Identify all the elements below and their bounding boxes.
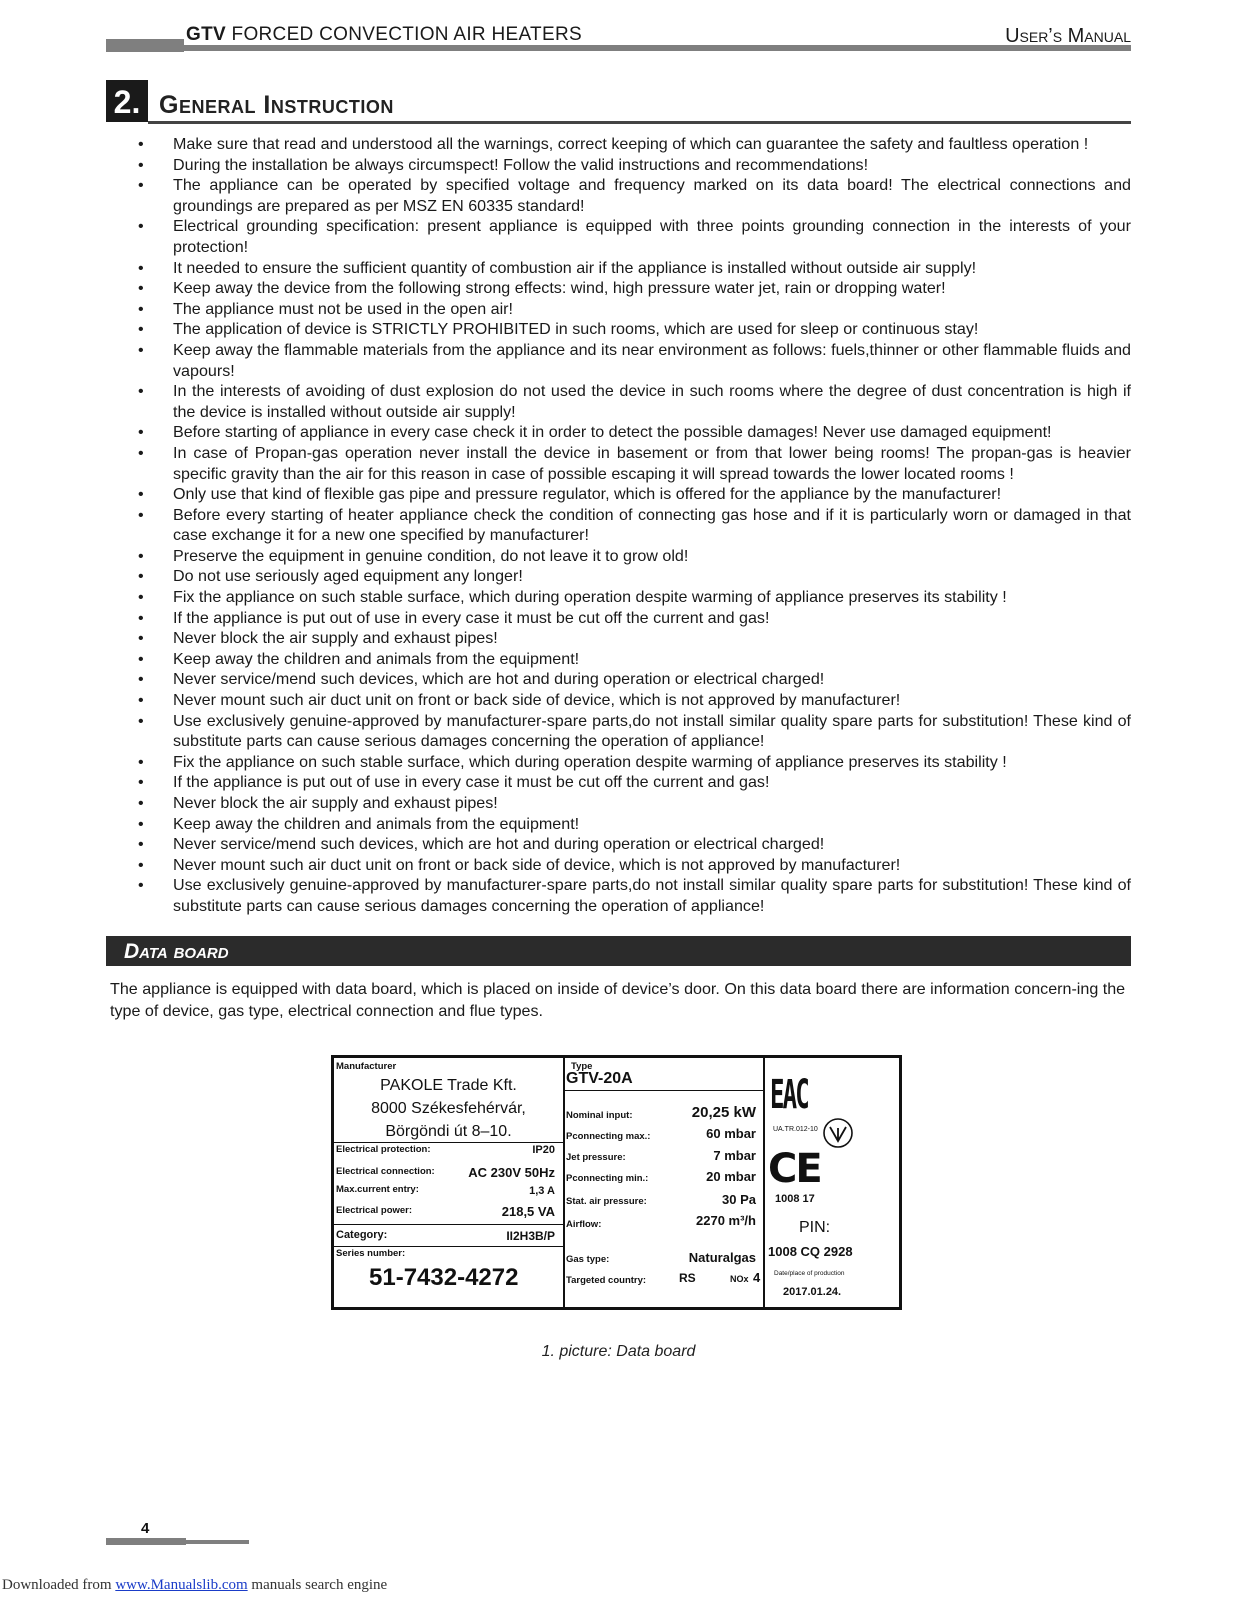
list-item bbox=[140, 422, 1131, 443]
bullet-icon: • bbox=[138, 835, 144, 854]
plate-rule bbox=[334, 1246, 563, 1247]
bullet-icon: • bbox=[138, 855, 144, 874]
list-item bbox=[140, 258, 1131, 279]
list-item bbox=[140, 278, 1131, 299]
list-item bbox=[140, 381, 1131, 422]
nominal-label: Nominal input: bbox=[566, 1110, 633, 1121]
list-item-text: In the interests of avoiding of dust explosion do not used the device in such rooms where the degree of dust concentration is high if the device is installed without outside air supply! bbox=[173, 382, 1131, 421]
gas-type-label: Gas type: bbox=[566, 1254, 610, 1265]
header-bar-thick bbox=[106, 39, 184, 52]
list-item bbox=[140, 628, 1131, 649]
footer-bar-thin bbox=[186, 1540, 249, 1544]
pconn-max-label: Pconnecting max.: bbox=[566, 1131, 651, 1142]
list-item bbox=[140, 752, 1131, 773]
page-number: 4 bbox=[141, 1520, 150, 1537]
pin-label: PIN: bbox=[799, 1219, 831, 1236]
databoard-description: The appliance is equipped with data board, which is placed on inside of device’s door. On this data board there are information concern-ing the type of device, gas type, electrical connection and flue types. bbox=[110, 980, 1126, 1020]
list-item-text: Before starting of appliance in every case check it in order to detect the possible damages! Never use damaged equipment! bbox=[173, 423, 1052, 442]
data-plate bbox=[331, 1055, 902, 1310]
instruction-list bbox=[140, 134, 1131, 917]
list-item bbox=[140, 772, 1131, 793]
gas-type-value: Naturalgas bbox=[688, 1250, 756, 1265]
plate-divider-left bbox=[563, 1058, 565, 1307]
databoard-heading: Data board bbox=[124, 940, 229, 963]
list-item-text: It needed to ensure the sufficient quantity of combustion air if the appliance is installed without outside air supply! bbox=[173, 258, 977, 277]
bullet-icon: • bbox=[138, 443, 144, 462]
list-item bbox=[140, 587, 1131, 608]
pconn-min-value: 20 mbar bbox=[706, 1169, 756, 1184]
type-value: GTV-20A bbox=[566, 1070, 633, 1087]
stat-air-label: Stat. air pressure: bbox=[566, 1196, 647, 1207]
list-item bbox=[140, 505, 1131, 546]
elec-power-value: 218,5 VA bbox=[501, 1204, 555, 1219]
list-item-text: Preserve the equipment in genuine condition, do not leave it to grow old! bbox=[173, 546, 689, 565]
bullet-icon: • bbox=[138, 752, 144, 771]
bullet-icon: • bbox=[138, 629, 144, 648]
list-item-text: Make sure that read and understood all the warnings, correct keeping of which can guarantee the safety and faultless operation ! bbox=[173, 135, 1089, 153]
list-item bbox=[140, 546, 1131, 567]
list-item bbox=[140, 216, 1131, 257]
bullet-icon: • bbox=[138, 691, 144, 710]
bullet-icon: • bbox=[138, 876, 144, 895]
pconn-max-value: 60 mbar bbox=[706, 1126, 756, 1141]
stat-air-value: 30 Pa bbox=[722, 1192, 756, 1207]
list-item bbox=[140, 175, 1131, 216]
bullet-icon: • bbox=[138, 299, 144, 318]
jet-label: Jet pressure: bbox=[566, 1152, 626, 1163]
list-item bbox=[140, 566, 1131, 587]
title-text: FORCED CONVECTION AIR HEATERS bbox=[225, 24, 582, 45]
type-label: Type bbox=[571, 1061, 593, 1072]
max-current-value: 1,3 A bbox=[529, 1185, 555, 1197]
country-label: Targeted country: bbox=[566, 1275, 647, 1286]
pconn-min-label: Pconnecting min.: bbox=[566, 1173, 649, 1184]
manualslib-link[interactable]: www.Manualslib.com bbox=[115, 1577, 248, 1593]
section-number: 2. bbox=[106, 80, 148, 122]
bullet-icon: • bbox=[138, 320, 144, 339]
list-item-text: The appliance can be operated by specified voltage and frequency marked on its data board! The electrical connections and groundings are prepared as per MSZ EN 60335 standard! bbox=[173, 176, 1131, 215]
ua-conformity-icon bbox=[821, 1116, 855, 1150]
manufacturer-address bbox=[334, 1074, 563, 1143]
plate-divider-right bbox=[763, 1058, 765, 1307]
list-item-text: Never service/mend such devices, which are hot and during operation or electrical charged! bbox=[173, 835, 825, 854]
date-label: Date/place of production bbox=[774, 1270, 845, 1277]
list-item-text: During the installation be always circumspect! Follow the valid instructions and recommendations! bbox=[173, 155, 869, 174]
list-item-text: Keep away the flammable materials from the appliance and its near environment as follows: fuels,thinner or other flammable fluids and vapours! bbox=[173, 340, 1131, 380]
list-item-text: Before every starting of heater appliance check the condition of connecting gas hose and if it is particularly worn or damaged in that case exchange it for a new one specified by manufacturer! bbox=[173, 505, 1131, 545]
bullet-icon: • bbox=[138, 794, 144, 812]
footer-bar-thick bbox=[106, 1538, 186, 1545]
list-item bbox=[140, 669, 1131, 690]
plate-rule bbox=[334, 1224, 563, 1225]
list-item-text: Never service/mend such devices, which are hot and during operation or electrical charged! bbox=[173, 670, 825, 689]
elec-conn-label: Electrical connection: bbox=[336, 1166, 435, 1177]
list-item-text: Use exclusively genuine-approved by manufacturer-spare parts,do not install similar quality spare parts for substitution! These kind of substitute parts can cause serious damages concerning the operation of appliance! bbox=[173, 876, 1131, 915]
manufacturer-name: PAKOLE Trade Kft. bbox=[380, 1077, 517, 1094]
bullet-icon: • bbox=[138, 155, 144, 174]
bullet-icon: • bbox=[138, 814, 144, 833]
ua-code: UA.TR.012-10 bbox=[773, 1126, 818, 1133]
list-item bbox=[140, 608, 1131, 629]
bullet-icon: • bbox=[138, 711, 144, 730]
list-item-text: Never mount such air duct unit on front or back side of device, which is not approved by manufacturer! bbox=[173, 691, 901, 710]
section-title: General Instruction bbox=[159, 91, 394, 119]
list-item-text: Never block the air supply and exhaust pipes! bbox=[173, 794, 498, 812]
list-item bbox=[140, 855, 1131, 876]
list-item-text: Electrical grounding specification: present appliance is equipped with three points grounding connection in the interests of your protection! bbox=[173, 217, 1131, 256]
document-title bbox=[186, 24, 582, 46]
list-item bbox=[140, 690, 1131, 711]
databoard-heading-bar bbox=[106, 936, 1131, 966]
ce-number: 1008 17 bbox=[775, 1193, 815, 1205]
list-item-text: If the appliance is put out of use in every case it must be cut off the current and gas! bbox=[173, 608, 770, 627]
bullet-icon: • bbox=[138, 670, 144, 689]
list-item-text: If the appliance is put out of use in every case it must be cut off the current and gas! bbox=[173, 773, 770, 792]
list-item bbox=[140, 875, 1131, 916]
bullet-icon: • bbox=[138, 340, 144, 359]
figure-caption: 1. picture: Data board bbox=[541, 1343, 696, 1360]
list-item-text: Never block the air supply and exhaust pipes! bbox=[173, 629, 498, 648]
country-value: RS bbox=[679, 1271, 696, 1285]
download-prefix: Downloaded from bbox=[2, 1577, 116, 1593]
list-item-text: Keep away the children and animals from the equipment! bbox=[173, 814, 580, 833]
category-value: II2H3B/P bbox=[506, 1229, 555, 1243]
list-item bbox=[140, 443, 1131, 484]
bullet-icon: • bbox=[138, 505, 144, 524]
download-suffix: manuals search engine bbox=[247, 1577, 388, 1593]
list-item-text: In case of Propan-gas operation never install the device in basement or from that lower being rooms! The propan-gas is heavier specific gravity than the air for this reason in case of possible escaping it will spread towards the lower located rooms ! bbox=[173, 443, 1131, 483]
list-item-text: Never mount such air duct unit on front or back side of device, which is not approved by manufacturer! bbox=[173, 855, 901, 874]
list-item bbox=[140, 340, 1131, 381]
jet-value: 7 mbar bbox=[713, 1148, 756, 1163]
bullet-icon: • bbox=[138, 135, 144, 153]
list-item-text: Fix the appliance on such stable surface, which during operation despite warming of appliance preserves its stability ! bbox=[173, 588, 1007, 607]
list-item bbox=[140, 299, 1131, 320]
elec-conn-value: AC 230V 50Hz bbox=[468, 1165, 555, 1180]
bullet-icon: • bbox=[138, 279, 144, 298]
series-value: 51-7432-4272 bbox=[369, 1264, 519, 1291]
bullet-icon: • bbox=[138, 423, 144, 442]
category-label: Category: bbox=[336, 1229, 388, 1241]
list-item bbox=[140, 834, 1131, 855]
bullet-icon: • bbox=[138, 485, 144, 504]
bullet-icon: • bbox=[138, 567, 144, 586]
manufacturer-street: Börgöndi út 8–10. bbox=[385, 1123, 512, 1140]
bullet-icon: • bbox=[138, 588, 144, 607]
bullet-icon: • bbox=[138, 217, 144, 236]
ce-mark: CE bbox=[768, 1146, 821, 1192]
pin-value: 1008 CQ 2928 bbox=[768, 1244, 853, 1259]
bullet-icon: • bbox=[138, 176, 144, 195]
list-item bbox=[140, 814, 1131, 835]
bullet-icon: • bbox=[138, 649, 144, 668]
manual-label: User’s Manual bbox=[1005, 25, 1131, 47]
plate-rule bbox=[565, 1090, 763, 1091]
date-value: 2017.01.24. bbox=[783, 1286, 842, 1298]
list-item-text: Do not use seriously aged equipment any longer! bbox=[173, 567, 523, 586]
elec-prot-label: Electrical protection: bbox=[336, 1144, 431, 1155]
list-item bbox=[140, 484, 1131, 505]
list-item bbox=[140, 711, 1131, 752]
elec-prot-value: IP20 bbox=[532, 1144, 555, 1156]
list-item-text: Use exclusively genuine-approved by manufacturer-spare parts,do not install similar quality spare parts for substitution! These kind of substitute parts can cause serious damages concerning the operation of appliance! bbox=[173, 711, 1131, 751]
bullet-icon: • bbox=[138, 546, 144, 565]
manufacturer-label: Manufacturer bbox=[336, 1061, 397, 1072]
airflow-label: Airflow: bbox=[566, 1219, 602, 1230]
list-item bbox=[140, 155, 1131, 176]
list-item-text: Fix the appliance on such stable surface, which during operation despite warming of appliance preserves its stability ! bbox=[173, 752, 1007, 771]
list-item-text: Only use that kind of flexible gas pipe and pressure regulator, which is offered for the appliance by the manufacturer! bbox=[173, 485, 1002, 504]
elec-power-label: Electrical power: bbox=[336, 1205, 413, 1216]
manufacturer-city: 8000 Székesfehérvár, bbox=[371, 1100, 526, 1117]
eac-mark: EAC bbox=[770, 1072, 808, 1118]
airflow-value: 2270 m³/h bbox=[696, 1213, 756, 1228]
list-item-text: The appliance must not be used in the open air! bbox=[173, 299, 513, 318]
list-item-text: The application of device is STRICTLY PROHIBITED in such rooms, which are used for sleep or continuous stay! bbox=[173, 320, 979, 339]
list-item-text: Keep away the children and animals from the equipment! bbox=[173, 649, 580, 668]
list-item bbox=[140, 134, 1131, 155]
download-notice bbox=[2, 1577, 387, 1594]
nominal-value: 20,25 kW bbox=[691, 1104, 756, 1121]
plate-rule bbox=[334, 1142, 563, 1143]
nox-value: 4 bbox=[753, 1270, 761, 1285]
list-item bbox=[140, 649, 1131, 670]
series-label: Series number: bbox=[336, 1248, 406, 1259]
list-item bbox=[140, 319, 1131, 340]
max-current-label: Max.current entry: bbox=[336, 1184, 419, 1195]
nox-label: NOx bbox=[730, 1274, 749, 1284]
list-item bbox=[140, 793, 1131, 814]
list-item-text: Keep away the device from the following strong effects: wind, high pressure water jet, rain or dropping water! bbox=[173, 279, 946, 298]
bullet-icon: • bbox=[138, 258, 144, 277]
bullet-icon: • bbox=[138, 773, 144, 792]
brand-name: GTV bbox=[186, 24, 226, 45]
section-rule bbox=[148, 121, 1131, 124]
bullet-icon: • bbox=[138, 608, 144, 627]
bullet-icon: • bbox=[138, 382, 144, 401]
